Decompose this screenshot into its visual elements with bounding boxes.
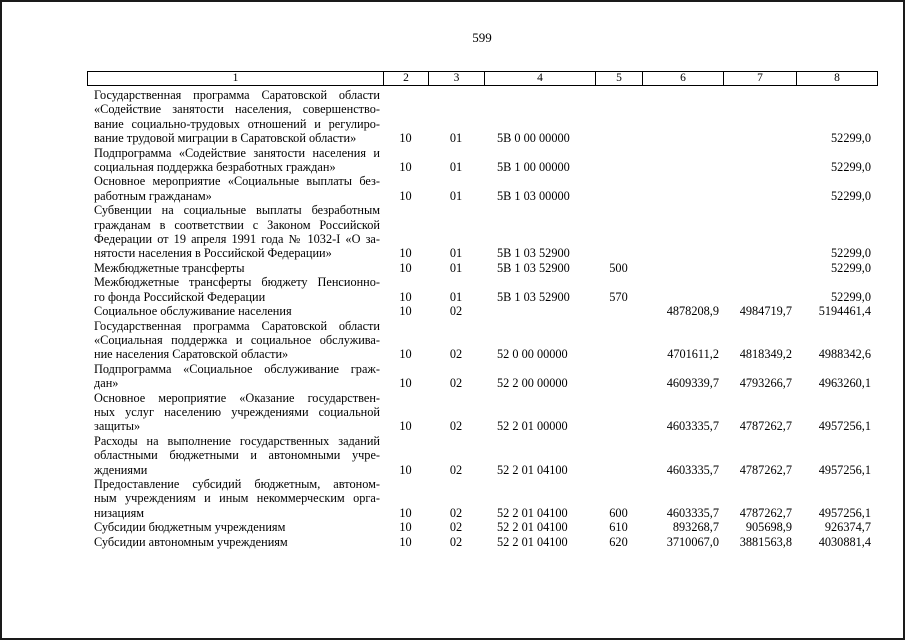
table-row [87,261,878,275]
section-cell: 10 [399,131,412,146]
program-name-cell [87,203,383,261]
subsection-cell: 01 [449,131,463,146]
expense-type-cell: 600 [609,505,628,520]
program-name-line: Предоставление субсидий бюджетным, автоном- [94,476,380,491]
amount-year3-cell: 4957256,1 [818,419,871,434]
program-name-line: вание трудовой миграции в Саратовской области» [94,131,357,146]
section-cell: 10 [399,260,412,275]
amount-year3-cell: 52299,0 [831,131,871,146]
program-name-line: «Социальная поддержка и социальное обслужива- [94,332,380,347]
program-name-line: Подпрограмма «Социальное обслуживание граж- [94,361,380,376]
column-header-5: 5 [596,72,643,85]
amount-year2-cell: 4787262,7 [739,505,792,520]
amount-year2-cell: 4787262,7 [739,462,792,477]
amount-year2-cell: 4787262,7 [739,419,792,434]
section-cell: 10 [399,520,412,535]
program-name-line: Субсидии автономным учреждениям [94,534,288,549]
amount-year1-cell: 4878208,9 [666,304,719,319]
subsection-cell: 01 [449,188,463,203]
expense-type-cell: 500 [609,260,628,275]
section-cell: 10 [399,188,412,203]
subsection-cell: 02 [449,376,463,391]
column-header-1: 1 [88,72,384,85]
program-name-cell [87,275,383,304]
subsection-cell: 01 [449,289,463,304]
program-name-line: Межбюджетные трансферты [94,260,245,275]
column-header-4: 4 [485,72,596,85]
program-name-line: социальная поддержка безработных граждан» [94,160,336,175]
target-article-cell: 52 2 01 04100 [497,534,568,549]
program-name-cell [87,174,383,203]
program-name-line: Расходы на выполнение государственных заданий [94,433,380,448]
amount-year3-cell: 926374,7 [824,520,871,535]
table-row [87,391,878,434]
program-name-cell [87,261,383,275]
amount-year3-cell: 52299,0 [831,246,871,261]
subsection-cell: 01 [449,246,463,261]
section-cell: 10 [399,505,412,520]
program-name-cell [87,520,383,534]
program-name-line: ние населения Саратовской области» [94,347,289,362]
expense-type-cell: 610 [609,520,628,535]
program-name-line: Основное мероприятие «Социальные выплаты без- [94,174,380,189]
budget-table [87,71,878,549]
program-name-line: дан» [94,376,119,391]
program-name-line: Государственная программа Саратовской области [94,318,380,333]
subsection-cell: 02 [449,520,463,535]
target-article-cell: 5В 1 03 00000 [497,188,570,203]
program-name-line: ждениями [94,462,148,477]
target-article-cell: 52 2 01 04100 [497,520,568,535]
program-name-line: областными бюджетными и автономными учре- [94,448,380,463]
program-name-cell [87,319,383,362]
amount-year1-cell: 4603335,7 [666,462,719,477]
program-name-line: вание социально-трудовых отношений и регулиро- [94,116,380,131]
amount-year3-cell: 52299,0 [831,160,871,175]
column-header-3: 3 [429,72,485,85]
target-article-cell: 52 2 00 00000 [497,376,568,391]
amount-year3-cell: 4957256,1 [818,462,871,477]
table-body [87,86,878,549]
amount-year3-cell: 52299,0 [831,289,871,304]
section-cell: 10 [399,347,412,362]
column-header-6: 6 [643,72,724,85]
target-article-cell: 5В 1 00 00000 [497,160,570,175]
program-name-cell [87,304,383,318]
table-row [87,304,878,318]
table-header-row [87,71,878,86]
table-row [87,275,878,304]
amount-year1-cell: 4609339,7 [666,376,719,391]
program-name-line: Подпрограмма «Содействие занятости населения и [94,145,380,160]
section-cell: 10 [399,246,412,261]
amount-year3-cell: 52299,0 [831,188,871,203]
table-row [87,434,878,477]
program-name-cell [87,88,383,146]
program-name-line: ным учреждениям и иным некоммерческим орга- [94,491,380,506]
target-article-cell: 5В 1 03 52900 [497,246,570,261]
program-name-line: «Содействие занятости населения, совершенство- [94,102,380,117]
amount-year1-cell: 4603335,7 [666,419,719,434]
subsection-cell: 02 [449,347,463,362]
subsection-cell: 02 [449,505,463,520]
program-name-cell [87,434,383,477]
amount-year2-cell: 3881563,8 [739,534,792,549]
amount-year3-cell: 4030881,4 [818,534,871,549]
table-row [87,146,878,175]
program-name-line: ных услуг населению учреждениями социальной [94,404,380,419]
section-cell: 10 [399,419,412,434]
section-cell: 10 [399,289,412,304]
amount-year2-cell: 4818349,2 [739,347,792,362]
amount-year1-cell: 4701611,2 [667,347,719,362]
amount-year3-cell: 5194461,4 [818,304,871,319]
table-row [87,88,878,146]
program-name-line: Субвенции на социальные выплаты безработным [94,203,380,218]
amount-year2-cell: 4984719,7 [739,304,792,319]
program-name-line: Федерации от 19 апреля 1991 года № 1032-I «О за- [94,232,380,247]
subsection-cell: 02 [449,534,463,549]
target-article-cell: 5В 1 03 52900 [497,260,570,275]
amount-year2-cell: 905698,9 [745,520,792,535]
subsection-cell: 01 [449,260,463,275]
subsection-cell: 02 [449,419,463,434]
amount-year3-cell: 4957256,1 [818,505,871,520]
program-name-line: Социальное обслуживание населения [94,304,292,319]
table-row [87,203,878,261]
table-row [87,174,878,203]
column-header-7: 7 [724,72,797,85]
expense-type-cell: 620 [609,534,628,549]
section-cell: 10 [399,534,412,549]
amount-year3-cell: 4988342,6 [818,347,871,362]
subsection-cell: 02 [449,462,463,477]
table-row [87,477,878,520]
program-name-line: го фонда Российской Федерации [94,289,266,304]
program-name-line: Субсидии бюджетным учреждениям [94,520,286,535]
table-row [87,362,878,391]
amount-year2-cell: 4793266,7 [739,376,792,391]
target-article-cell: 52 2 01 04100 [497,505,568,520]
program-name-cell [87,535,383,549]
subsection-cell: 02 [449,304,463,319]
expense-type-cell: 570 [609,289,628,304]
amount-year3-cell: 4963260,1 [818,376,871,391]
target-article-cell: 52 2 01 04100 [497,462,568,477]
program-name-cell [87,477,383,520]
program-name-cell [87,146,383,175]
program-name-cell [87,362,383,391]
section-cell: 10 [399,462,412,477]
program-name-cell [87,391,383,434]
section-cell: 10 [399,304,412,319]
program-name-line: работным гражданам» [94,188,212,203]
subsection-cell: 01 [449,160,463,175]
amount-year1-cell: 3710067,0 [666,534,719,549]
program-name-line: защиты» [94,419,141,434]
table-row [87,319,878,362]
section-cell: 10 [399,160,412,175]
table-row [87,535,878,549]
program-name-line: гражданам в соответствии с Законом Российской [94,217,380,232]
table-row [87,520,878,534]
column-header-8: 8 [797,72,878,85]
program-name-line: низациям [94,505,145,520]
target-article-cell: 52 0 00 00000 [497,347,568,362]
target-article-cell: 5В 1 03 52900 [497,289,570,304]
program-name-line: Государственная программа Саратовской области [94,88,380,102]
target-article-cell: 52 2 01 00000 [497,419,568,434]
program-name-line: Межбюджетные трансферты бюджету Пенсионно- [94,275,380,290]
amount-year1-cell: 893268,7 [672,520,719,535]
program-name-line: Основное мероприятие «Оказание государствен- [94,390,380,405]
page-number: 599 [472,30,492,45]
column-header-2: 2 [384,72,429,85]
section-cell: 10 [399,376,412,391]
target-article-cell: 5В 0 00 00000 [497,131,570,146]
program-name-line: нятости населения в Российской Федерации» [94,246,332,261]
amount-year1-cell: 4603335,7 [666,505,719,520]
amount-year3-cell: 52299,0 [831,260,871,275]
